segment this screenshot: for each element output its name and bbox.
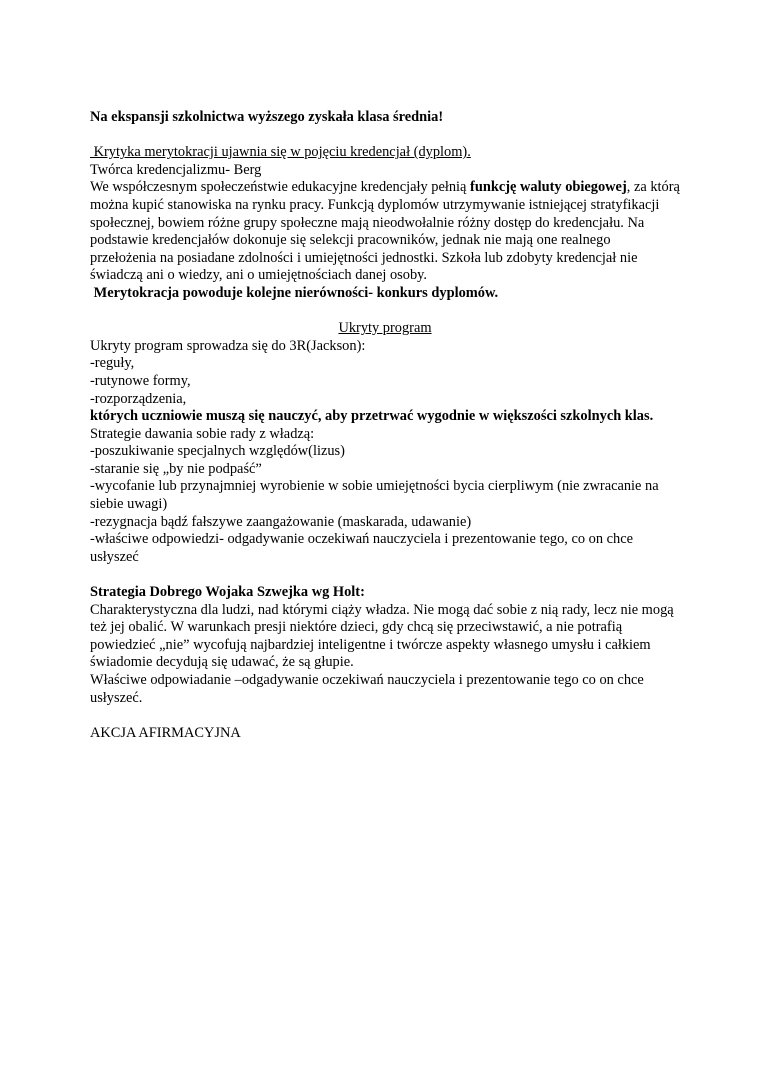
strategy-item: -wycofanie lub przynajmniej wyrobienie w sobie umiejętności bycia cierpliwym (nie zwracanie na siebie uwagi): [90, 478, 659, 513]
credential-author: Twórca kredencjalizmu- Berg: [90, 161, 262, 178]
schweik-strategy-paragraph: Charakterystyczna dla ludzi, nad którymi ciąży władza. Nie mogą dać sobie z nią rady, lecz nie mogą też jej obalić. W warunkach presji niektóre dzieci, gdy chcą się przeciwstawić, a nie potrafią powiedzieć „nie” wycofują najbardziej inteligentne i twórcze aspekty własnego umysłu i całkiem świadomie decydują się udawać, że są głupie.: [90, 601, 674, 671]
hidden-program-item: -rutynowe formy,: [90, 372, 191, 389]
hidden-program-note: których uczniowie muszą się nauczyć, aby przetrwać wygodnie w większości szkolnych klas.: [90, 408, 654, 425]
strategy-item: -rezygnacja bądź fałszywe zaangażowanie (maskarada, udawanie): [90, 513, 472, 530]
strategy-item: -właściwe odpowiedzi- odgadywanie oczekiwań nauczyciela i prezentowanie tego, co on chce usłyszeć: [90, 531, 634, 565]
document-body: [90, 109, 680, 742]
schweik-strategy-title: Strategia Dobrego Wojaka Szwejka wg Holt:: [90, 584, 365, 601]
meritocracy-conclusion: Merytokracja powoduje kolejne nierówności- konkurs dyplomów.: [90, 284, 499, 301]
spacer: [90, 566, 680, 584]
schweik-strategy-paragraph-2: Właściwe odpowiadanie –odgadywanie oczekiwań nauczyciela i prezentowanie tego co on chce usłyszeć.: [90, 672, 644, 706]
credential-paragraph-emphasis: funkcję waluty obiegowej: [470, 179, 627, 196]
credential-section-title: Krytyka merytokracji ujawnia się w pojęciu kredencjał (dyplom).: [90, 144, 471, 161]
hidden-program-item: -rozporządzenia,: [90, 390, 187, 407]
spacer: [90, 127, 680, 145]
hidden-program-intro: Ukryty program sprowadza się do 3R(Jackson):: [90, 337, 366, 354]
strategies-intro: Strategie dawania sobie rady z władzą:: [90, 425, 315, 442]
spacer: [90, 303, 680, 321]
hidden-program-item: -reguły,: [90, 355, 135, 372]
strategy-item: -poszukiwanie specjalnych względów(lizus): [90, 443, 345, 460]
credential-paragraph-start: We współczesnym społeczeństwie edukacyjne kredencjały pełnią: [90, 179, 471, 196]
strategy-item: -staranie się „by nie podpaść”: [90, 460, 262, 477]
hidden-program-title-text: Ukryty program: [338, 320, 432, 337]
credential-paragraph: [90, 179, 680, 285]
credential-paragraph-rest: , za którą można kupić stanowiska na rynku pracy. Funkcją dyplomów utrzymywanie istniejącej stratyfikacji społecznej, bowiem różne grupy społeczne mają nieodwołalnie różny dostęp do kredencjału. Na podstawie kredencjałów dokonuje się selekcji pracowników, jednak nie mają one realnego przełożenia na posiadane zdolności i umiejętności jednostki. Szkoła lub zdobyty kredencjał nie świadczą ani o wiedzy, ani o umiejętnościach danej osoby.: [90, 179, 680, 284]
main-heading: Na ekspansji szkolnictwa wyższego zyskała klasa średnia!: [90, 109, 444, 125]
hidden-program-title: [90, 320, 680, 338]
affirmative-action-heading: AKCJA AFIRMACYJNA: [90, 724, 241, 741]
spacer: [90, 707, 680, 725]
